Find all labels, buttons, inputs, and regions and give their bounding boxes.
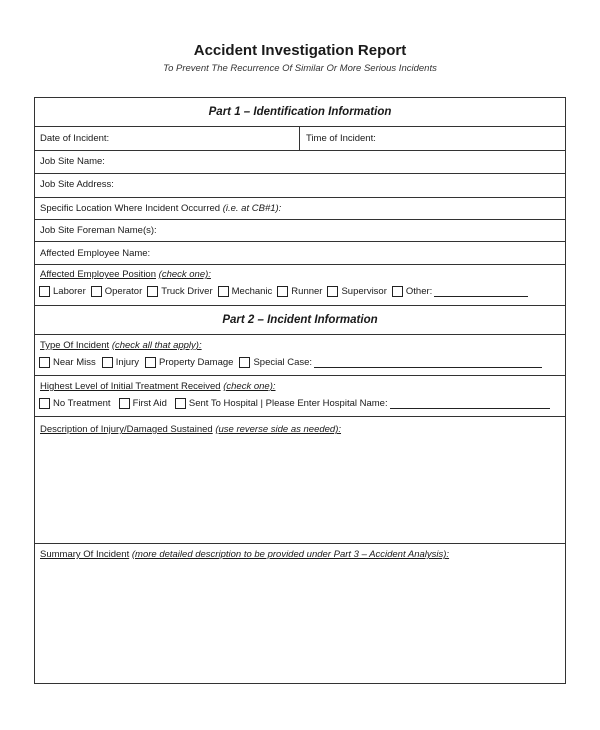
option-label: Property Damage: [159, 357, 234, 368]
part2-heading: Part 2 – Incident Information: [222, 314, 378, 326]
report-title: Accident Investigation Report: [193, 42, 407, 59]
summary-label: [40, 549, 449, 560]
summary-row[interactable]: [35, 544, 565, 683]
treatment-options: [39, 398, 561, 409]
option-first-aid[interactable]: [119, 398, 167, 409]
option-property-damage[interactable]: [145, 357, 233, 368]
position-options: [39, 286, 561, 297]
incident-type-row: [35, 335, 565, 376]
summary-label-text: Summary Of Incident: [40, 549, 130, 560]
treatment-row: [35, 376, 565, 417]
other-input-line[interactable]: [434, 287, 528, 297]
option-label: Mechanic: [231, 286, 273, 297]
employee-name-row: [35, 242, 565, 265]
option-label: Sent To Hospital | Please Enter Hospital Name:: [188, 398, 388, 409]
option-label: Truck Driver: [161, 286, 213, 297]
job-site-name-row: [35, 151, 565, 174]
incident-type-options: [39, 357, 561, 368]
position-row: [35, 265, 565, 306]
incident-type-hint: (check all that apply):: [111, 340, 202, 351]
specific-location-label: Specific Location Where Incident Occurred: [40, 203, 221, 214]
incident-type-label: [40, 340, 202, 351]
option-supervisor[interactable]: [327, 286, 386, 297]
time-field[interactable]: Time of Incident:: [306, 133, 376, 144]
option-label: Other:: [405, 286, 433, 297]
option-label: First Aid: [132, 398, 167, 409]
employee-name-field[interactable]: Affected Employee Name:: [40, 248, 151, 259]
checkbox[interactable]: [145, 357, 156, 368]
checkbox[interactable]: [119, 398, 130, 409]
description-label: [40, 424, 341, 435]
treatment-hint: (check one):: [223, 381, 276, 392]
option-label: Laborer: [53, 286, 86, 297]
option-operator[interactable]: [91, 286, 143, 297]
option-sent-to-hospital[interactable]: [175, 398, 550, 409]
job-site-address-row: [35, 174, 565, 198]
option-no-treatment[interactable]: [39, 398, 111, 409]
option-truck-driver[interactable]: [147, 286, 212, 297]
checkbox[interactable]: [218, 286, 229, 297]
option-label: Runner: [291, 286, 323, 297]
part2-header: [35, 306, 565, 335]
checkbox[interactable]: [39, 357, 50, 368]
option-label: Near Miss: [53, 357, 96, 368]
specific-location-example: (i.e. at CB#1):: [222, 203, 282, 214]
specific-location-row: [35, 198, 565, 220]
checkbox[interactable]: [147, 286, 158, 297]
date-time-row: [35, 127, 565, 151]
option-label: Supervisor: [341, 286, 387, 297]
option-label: Special Case:: [253, 357, 313, 368]
option-near-miss[interactable]: [39, 357, 96, 368]
checkbox[interactable]: [175, 398, 186, 409]
report-form: [34, 97, 566, 684]
job-site-name-field[interactable]: Job Site Name:: [40, 156, 105, 167]
checkbox[interactable]: [39, 286, 50, 297]
foreman-row: [35, 220, 565, 242]
report-subtitle: To Prevent The Recurrence Of Similar Or More Serious Incidents: [163, 63, 437, 74]
description-row[interactable]: [35, 417, 565, 544]
part1-header: [35, 98, 565, 127]
position-label-text: Affected Employee Position: [40, 269, 157, 280]
specific-location-field[interactable]: [40, 203, 281, 214]
checkbox[interactable]: [91, 286, 102, 297]
option-label: Operator: [104, 286, 143, 297]
checkbox[interactable]: [392, 286, 403, 297]
option-label: Injury: [115, 357, 139, 368]
job-site-address-field[interactable]: Job Site Address:: [40, 179, 114, 190]
foreman-field[interactable]: Job Site Foreman Name(s):: [40, 225, 157, 236]
part1-heading: Part 1 – Identification Information: [208, 106, 392, 118]
date-field[interactable]: Date of Incident:: [40, 133, 110, 144]
checkbox[interactable]: [39, 398, 50, 409]
treatment-label-text: Highest Level of Initial Treatment Received: [40, 381, 221, 392]
checkbox[interactable]: [327, 286, 338, 297]
checkbox[interactable]: [239, 357, 250, 368]
hospital-name-input-line[interactable]: [390, 399, 550, 409]
description-label-text: Description of Injury/Damaged Sustained: [40, 424, 213, 435]
option-other[interactable]: [392, 286, 528, 297]
checkbox[interactable]: [102, 357, 113, 368]
checkbox[interactable]: [277, 286, 288, 297]
description-hint: (use reverse side as needed):: [215, 424, 342, 435]
option-special-case[interactable]: [239, 357, 542, 368]
option-mechanic[interactable]: [218, 286, 273, 297]
option-injury[interactable]: [102, 357, 139, 368]
special-case-input-line[interactable]: [314, 358, 542, 368]
option-label: No Treatment: [53, 398, 111, 409]
option-laborer[interactable]: [39, 286, 86, 297]
summary-hint: (more detailed description to be provided under Part 3 – Accident Analysis):: [131, 549, 450, 560]
incident-type-label-text: Type Of Incident: [40, 340, 110, 351]
position-hint: (check one):: [158, 269, 211, 280]
option-runner[interactable]: [277, 286, 322, 297]
treatment-label: [40, 381, 276, 392]
row-divider: [299, 127, 300, 150]
position-label: [40, 269, 211, 280]
